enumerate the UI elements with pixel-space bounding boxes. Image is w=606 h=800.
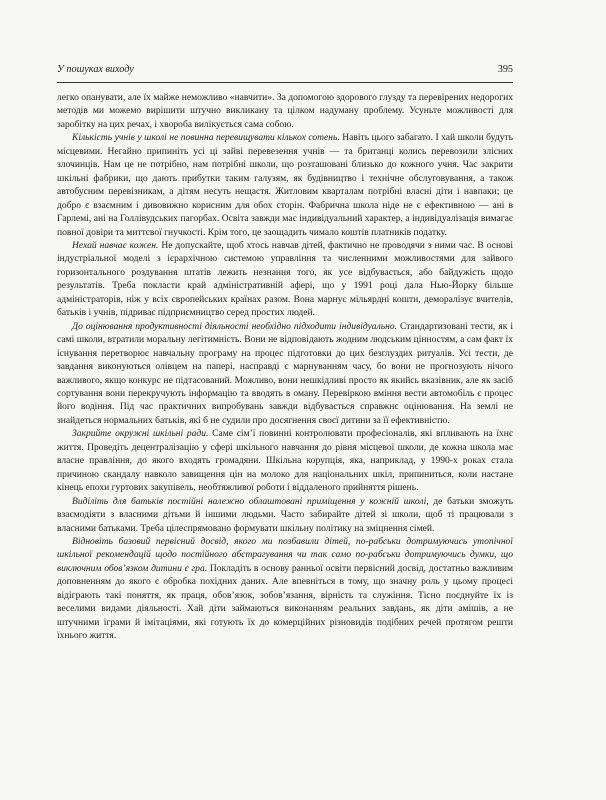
paragraph	[57, 495, 513, 535]
paragraph-text: Саме сім’ї повинні контролювати професіоналів, які впливають на їхнє життя. Проведіть децентралізацію у сфері шкільного навчання до рівня місцевої школи, де кожна школа має власне правління, до якого входять громадяни. Шкільна корупція, яка, наприклад, у 1990-х роках стала причиною скандалу навколо завищення цін на молоко для національних шкіл, припиниться, коли настане кінець епохи гуртових закупівель, необтяжливої роботи і віддаленого прийняття рішень.	[57, 428, 513, 494]
paragraph-lead: До оцінювання продуктивності діяльності необхідно підходити індивідуально.	[72, 320, 397, 332]
paragraph-text: де батьки зможуть взаємодіяти з власними дітьми й іншими людьми. Часто забирайте дітей зі школи, щоб ті працювали з власними батьками. Треба цілеспрямовано формувати шкільну політику на зміцнення сімей.	[57, 495, 514, 534]
paragraph-lead: Виділіть для батьків постійні належно облаштовані приміщення у кожній школі,	[72, 495, 429, 507]
page-number: 395	[497, 64, 513, 75]
running-header	[57, 64, 513, 75]
header-rule	[57, 82, 513, 83]
paragraph-lead: Закрийте окружні шкільні ради.	[72, 428, 209, 440]
running-title: У пошуках виходу	[57, 64, 134, 75]
paragraph-lead: Нехай навчає кожен.	[72, 239, 159, 251]
paragraph-lead: Кількість учнів у школі не повинна перевищувати кількох сотень.	[72, 132, 340, 144]
paragraph	[57, 320, 513, 428]
paragraph-text: Не допускайте, щоб хтось навчав дітей, фактично не проводячи з ними час. В основі індустріальної моделі з ієрархічною системою управління та численними можливостями для зайвого горизонтального роздування штатів лежить незнання того, як усе відбувається, або байдужість щодо результатів. Треба покласти край адміністративній афері, що у 1991 році дала Нью-Йорку більше адміністраторів, ніж у всіх європейських країнах разом. Вона марнує мільярдні кошти, деморалізує вчителів, батьків і учнів, підриває підприємництво серед простих людей.	[57, 239, 513, 319]
paragraph	[57, 131, 513, 239]
paragraph-text: Покладіть в основу ранньої освіти первісний досвід, достатньо важливим доповненням до якого є обробка похідних даних. Але впевніться в тому, що значну роль у цьому процесі відіграють такі поняття, як праця, обов’язок, зобов’язання, вірність та служіння. Тісно поєднуйте їх із веселими видами діяльності. Хай діти займаються виконанням реальних завдань, як діти амішів, а не штучними іграми й імітаціями, які готують їх до комерційних різновидів подібних речей протягом решти їхнього життя.	[57, 562, 513, 642]
paragraph	[57, 535, 513, 643]
body-text	[57, 91, 513, 643]
paragraph	[57, 91, 513, 131]
paragraph	[57, 239, 513, 320]
paragraph-lead: Відновіть базовий первісний досвід, якого ми позбавили дітей, по-рабськи дотримуючись утопічної шкільної рекомендацій щодо постійного абстрагування чи так само по-рабськи дотримуючись думки, що виключним обов’язком дитини є гра.	[57, 535, 513, 574]
paragraph-text: легко опанувати, але їх майже неможливо «навчити». За допомогою здорового глузду та перевірених недорогих методів ми можемо вирішити штучно викликану та цілком надуману проблему. Усуньте можливості для заробітку на цих речах, і хвороба вилікується сама собою.	[57, 92, 513, 130]
paragraph	[57, 427, 513, 494]
paragraph-text: Стандартизовані тести, як і самі школи, втратили моральну легітимність. Вони не відповідають жодним людським цінностям, а сам факт їх існування перетворює навчальну програму на процес підготовки до цих безглуздих ритуалів. Усі тести, де завдання виконуються олівцем на папері, насправді є марнуванням часу, бо вони не прогнозують нічого важливого, якщо конкурс не підтасований. Можливо, вони нешкідливі просто як якийсь вказівник, але як засіб сортування вони перекручують інформацію та вводять в оману. Перевіркою вміння вести автомобіль є процес його водіння. Під час практичних випробувань завжди відбувається справжнє оцінювання. На землі не знайдеться нормальних батьків, які б не судили про досягнення своєї дитини за її ефективністю.	[57, 320, 514, 426]
paragraph-text: Навіть цього забагато. І хай школи будуть місцевими. Негайно припиніть усі ці зайві перевезення учнів — та британці колись перевозили злісних злочинців. Нам це не потрібно, нам потрібні школи, що розташовані близько до кожного учня. Час закрити шкільні фабрики, що дають прибутки таким галузям, як будівництво і технічне обслуговування, а також автобусним перевізникам, а дітям несуть нещастя. Житловим кварталам потрібні власні діти і навпаки; це добро є взаємним і дивовижно корисним для обох сторін. Фабрична школа ніде не є ефективною — ані в Гарлемі, ані на Голлівудських пагорбах. Освіта завжди має індивідуальний характер, а індивідуалізація вимагає повної довіри та миттєвої гнучкості. Крім того, це заощадить чимало коштів платників податку.	[57, 132, 514, 238]
